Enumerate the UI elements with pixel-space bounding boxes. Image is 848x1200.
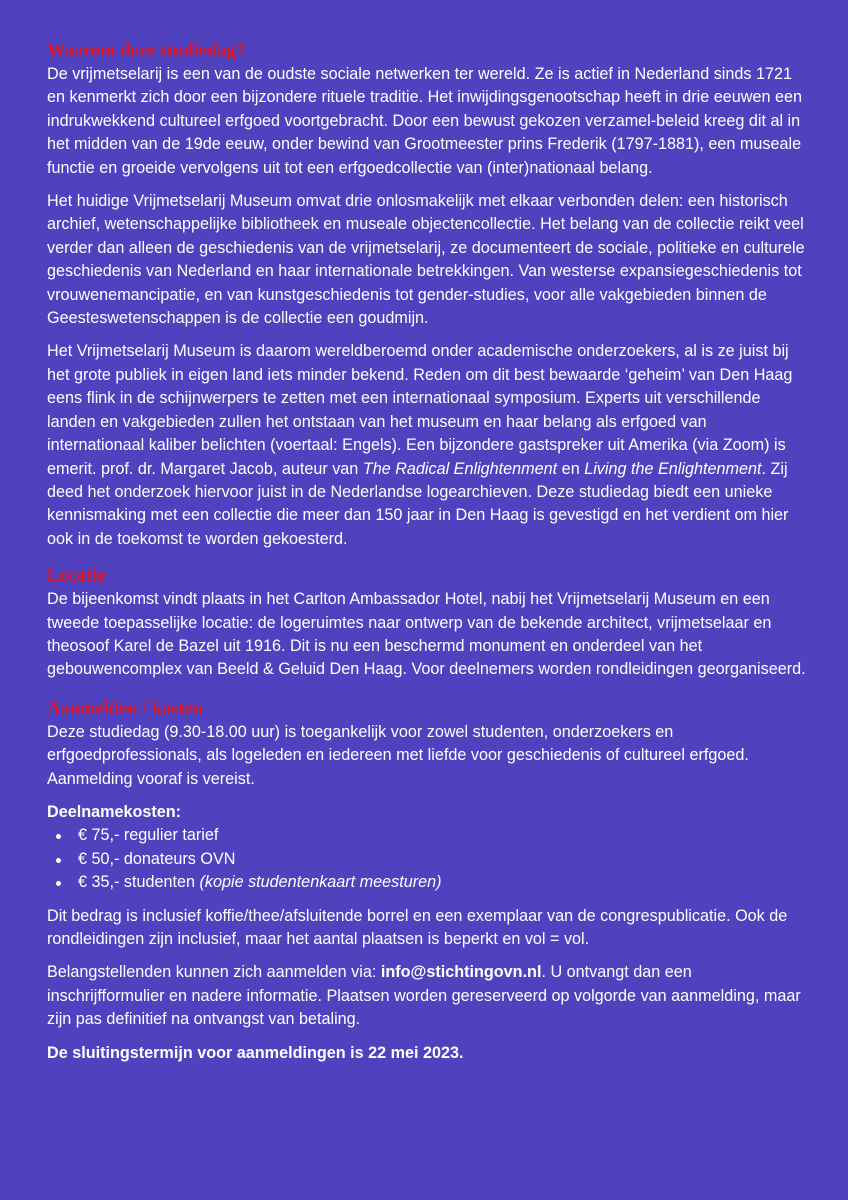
section-heading-location: Locatie [47, 566, 106, 587]
bullet-icon [56, 881, 61, 886]
paragraph: Dit bedrag is inclusief koffie/thee/afsluitende borrel en een exemplaar van de congrespublicatie. Ook de rondleidingen zijn inclusief, maar het aantal plaatsen is beperkt en vol = vol. [47, 906, 788, 948]
paragraph: Het huidige Vrijmetselarij Museum omvat drie onlosmakelijk met elkaar verbonden delen: een historisch archief, wetenschappelijke bibliotheek en museale objectencollectie. Het belang van de collectie reikt veel verder dan alleen de geschiedenis van de vrijmetselarij, ze documenteert de sociale, politieke en culturele geschiedenis van Nederland en haar internationale betrekkingen. Van westerse expansiegeschiedenis tot vrouwenemancipatie, en van kunstgeschiedenis tot gender-studies, voor alle vakgebieden binnen de Geesteswetenschappen is de collectie een goudmijn. [47, 192, 805, 328]
section-registration [47, 698, 807, 1065]
bullet-icon [56, 834, 61, 839]
section-location [47, 565, 807, 682]
document-page [47, 40, 807, 1075]
section-heading-why: Waarom deze studiedag? [47, 41, 246, 61]
section-why [47, 40, 807, 551]
paragraph: Deze studiedag (9.30-18.00 uur) is toegankelijk voor zowel studenten, onderzoekers en erfgoedprofessionals, als logeleden en iedereen met liefde voor geschiedenis of cultureel erfgoed. Aanmelding vooraf is vereist. [47, 722, 749, 788]
deadline-text: De sluitingstermijn voor aanmeldingen is 22 mei 2023. [47, 1043, 464, 1062]
paragraph [47, 961, 807, 1031]
fees-label: Deelnamekosten: [47, 802, 182, 821]
bullet-icon [56, 858, 61, 863]
email-link[interactable]: info@stichtingovn.nl [380, 963, 542, 982]
paragraph [47, 340, 807, 551]
fee-text: € 75,- regulier tarief [78, 826, 219, 845]
list-item [47, 824, 807, 847]
section-heading-registration: Aanmelden / kosten [47, 698, 204, 719]
list-item [47, 871, 807, 894]
fees-list [47, 824, 807, 894]
list-item [47, 848, 807, 871]
fee-text: € 35,- studenten [78, 873, 200, 892]
paragraph-text: . Zij deed het onderzoek hiervoor juist in de Nederlandse logearchieven. Deze studiedag biedt een unieke kennismaking met een collectie die meer dan 150 jaar in Den Haag is gevestigd en het verdient om hier ook in de toekomst te worden gekoesterd. [47, 459, 789, 548]
paragraph-text: Belangstellenden kunnen zich aanmelden via: [47, 963, 381, 982]
paragraph-text: Het Vrijmetselarij Museum is daarom wereldberoemd onder academische onderzoekers, al is ze juist bij het grote publiek in eigen land iets minder bekend. Reden om dit best bewaarde ‘geheim’ van Den Haag eens flink in de schijnwerpers te zetten met een internationaal symposium. Experts uit verschillende landen en vakgebieden zullen het ontstaan van het museum en haar belang als erfgoed van internationaal kaliber belichten (voertaal: Engels). Een bijzondere gastspreker uit Amerika (via Zoom) is emerit. prof. dr. Margaret Jacob, auteur van [47, 342, 793, 478]
book-title: Living the Enlightenment [584, 459, 762, 478]
paragraph-text: . U ontvangt dan een inschrijfformulier en nadere informatie. Plaatsen worden gereserveerd op volgorde van aanmelding, maar zijn pas definitief na ontvangst van betaling. [47, 963, 801, 1029]
paragraph: De vrijmetselarij is een van de oudste sociale netwerken ter wereld. Ze is actief in Nederland sinds 1721 en kenmerkt zich door een bijzondere rituele traditie. Het inwijdingsgenootschap heeft in drie eeuwen een indrukwekkend cultureel erfgoed voortgebracht. Door een bewust gekozen verzamel-beleid kreeg dit al in het midden van de 19de eeuw, onder bewind van Grootmeester prins Frederik (1797-1881), een museale functie en groeide vervolgens uit tot een erfgoedcollectie van (inter)nationaal belang. [47, 65, 802, 177]
fee-text: € 50,- donateurs OVN [78, 849, 236, 868]
paragraph: De bijeenkomst vindt plaats in het Carlton Ambassador Hotel, nabij het Vrijmetselarij Museum en een tweede toepasselijke locatie: de logeruimtes naar ontwerp van de bekende architect, vrijmetselaar en theosoof Karel de Bazel uit 1916. Dit is nu een beschermd monument en onderdeel van het gebouwencomplex van Beeld & Geluid Den Haag. Voor deelnemers worden rondleidingen georganiseerd. [47, 590, 806, 679]
fee-note: (kopie studentenkaart meesturen) [199, 873, 442, 892]
book-title: The Radical Enlightenment [362, 459, 558, 478]
paragraph-text: en [557, 459, 585, 478]
